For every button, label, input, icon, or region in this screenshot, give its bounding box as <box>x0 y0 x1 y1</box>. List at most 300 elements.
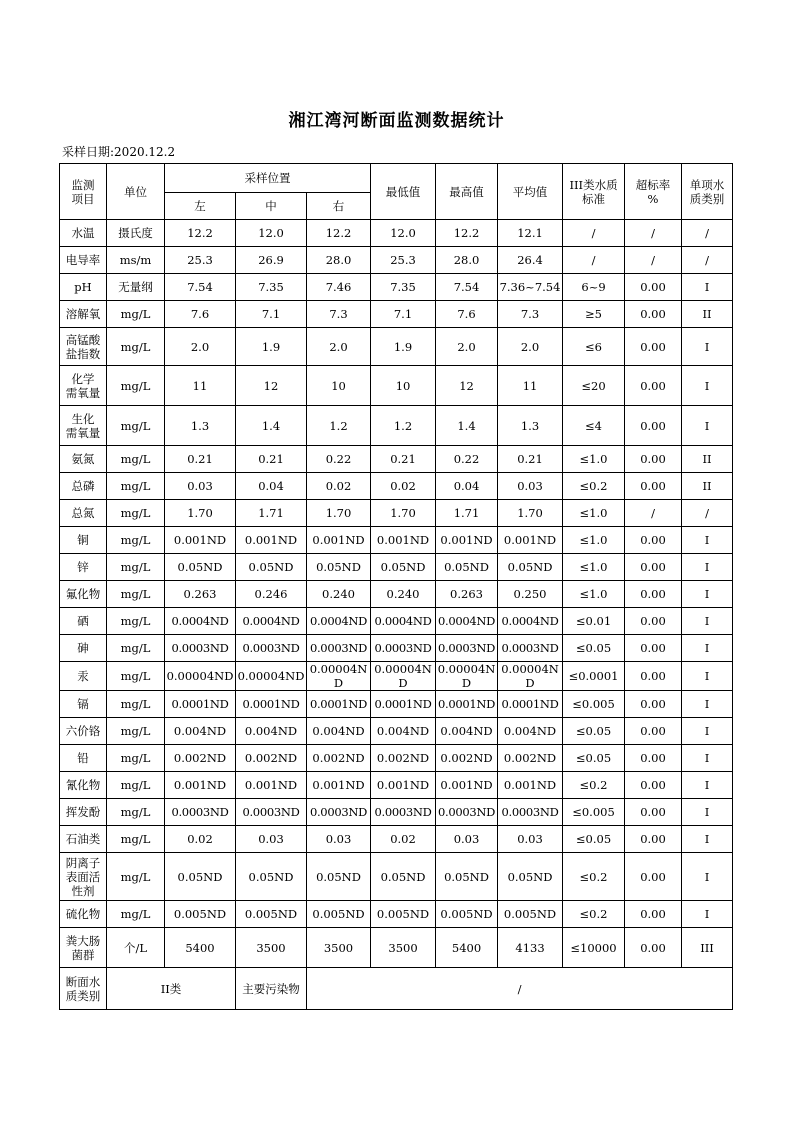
cell-item <box>60 446 107 473</box>
cell-item <box>60 928 107 968</box>
table-row <box>60 901 733 928</box>
header-exceed-rate: 超标率 % <box>625 164 682 220</box>
cell-left: 1.70 <box>165 500 236 527</box>
table-row <box>60 446 733 473</box>
cell-left: 0.00004ND <box>165 662 236 691</box>
cell-unit: mg/L <box>107 608 165 635</box>
item-label: 水温 <box>71 226 95 240</box>
section-water-class: II类 <box>107 968 236 1010</box>
cell-item <box>60 247 107 274</box>
cell-max: 7.54 <box>436 274 498 301</box>
cell-standard: ≤10000 <box>563 928 625 968</box>
header-min: 最低值 <box>371 164 436 220</box>
cell-middle: 0.05ND <box>236 853 307 901</box>
cell-left: 2.0 <box>165 328 236 366</box>
cell-min: 1.9 <box>371 328 436 366</box>
cell-left: 0.05ND <box>165 554 236 581</box>
cell-standard: 6~9 <box>563 274 625 301</box>
table-row <box>60 691 733 718</box>
cell-avg: 0.001ND <box>498 772 563 799</box>
cell-min: 0.05ND <box>371 853 436 901</box>
cell-class: I <box>682 274 733 301</box>
cell-item <box>60 406 107 446</box>
cell-middle: 0.246 <box>236 581 307 608</box>
cell-class: I <box>682 799 733 826</box>
cell-max: 1.4 <box>436 406 498 446</box>
item-label: 化学 需氧量 <box>65 371 101 400</box>
cell-avg: 0.0001ND <box>498 691 563 718</box>
cell-min: 0.02 <box>371 826 436 853</box>
cell-right: 0.22 <box>307 446 371 473</box>
cell-left: 5400 <box>165 928 236 968</box>
cell-class: I <box>682 745 733 772</box>
cell-unit: mg/L <box>107 718 165 745</box>
cell-item <box>60 527 107 554</box>
cell-standard: ≥5 <box>563 301 625 328</box>
cell-max: 1.71 <box>436 500 498 527</box>
cell-standard: ≤0.2 <box>563 772 625 799</box>
item-label: 溶解氧 <box>65 307 101 321</box>
main-pollutant-label: 主要污染物 <box>236 968 307 1010</box>
cell-standard: ≤20 <box>563 366 625 406</box>
cell-exceed: 0.00 <box>625 772 682 799</box>
cell-item <box>60 826 107 853</box>
item-label: 高锰酸 盐指数 <box>65 332 101 361</box>
cell-class: I <box>682 691 733 718</box>
item-label: 总氮 <box>71 506 95 520</box>
item-label: 氨氮 <box>71 452 95 466</box>
header-class: 单项水 质类别 <box>682 164 733 220</box>
item-label: 氰化物 <box>65 778 101 792</box>
footer-label <box>60 968 107 1010</box>
cell-unit: 摄氏度 <box>107 220 165 247</box>
cell-left: 11 <box>165 366 236 406</box>
cell-class: I <box>682 853 733 901</box>
cell-left: 0.21 <box>165 446 236 473</box>
cell-exceed: 0.00 <box>625 745 682 772</box>
cell-right: 0.0001ND <box>307 691 371 718</box>
cell-class: II <box>682 473 733 500</box>
cell-right: 7.46 <box>307 274 371 301</box>
cell-exceed: 0.00 <box>625 473 682 500</box>
cell-item <box>60 718 107 745</box>
cell-standard: ≤1.0 <box>563 554 625 581</box>
cell-item <box>60 635 107 662</box>
cell-exceed: 0.00 <box>625 901 682 928</box>
cell-left: 0.001ND <box>165 772 236 799</box>
cell-avg: 0.05ND <box>498 554 563 581</box>
cell-avg: 7.3 <box>498 301 563 328</box>
cell-exceed: 0.00 <box>625 581 682 608</box>
cell-exceed: 0.00 <box>625 662 682 691</box>
cell-item <box>60 772 107 799</box>
cell-right: 0.05ND <box>307 853 371 901</box>
cell-left: 0.05ND <box>165 853 236 901</box>
cell-standard: / <box>563 220 625 247</box>
cell-max: 0.00004ND <box>436 662 498 691</box>
cell-middle: 12.0 <box>236 220 307 247</box>
item-label: 硒 <box>77 614 89 628</box>
cell-item <box>60 901 107 928</box>
cell-min: 0.0003ND <box>371 635 436 662</box>
cell-exceed: 0.00 <box>625 527 682 554</box>
cell-right: 0.0003ND <box>307 799 371 826</box>
table-row <box>60 745 733 772</box>
cell-avg: 0.0004ND <box>498 608 563 635</box>
cell-exceed: 0.00 <box>625 406 682 446</box>
item-label: 铅 <box>77 751 89 765</box>
cell-middle: 0.004ND <box>236 718 307 745</box>
cell-middle: 7.1 <box>236 301 307 328</box>
cell-unit: mg/L <box>107 662 165 691</box>
cell-exceed: 0.00 <box>625 328 682 366</box>
cell-exceed: 0.00 <box>625 853 682 901</box>
cell-class: / <box>682 500 733 527</box>
cell-middle: 3500 <box>236 928 307 968</box>
cell-middle: 0.005ND <box>236 901 307 928</box>
cell-left: 0.02 <box>165 826 236 853</box>
cell-left: 12.2 <box>165 220 236 247</box>
cell-left: 0.0003ND <box>165 799 236 826</box>
cell-item <box>60 554 107 581</box>
cell-left: 0.004ND <box>165 718 236 745</box>
cell-max: 0.0003ND <box>436 799 498 826</box>
cell-avg: 0.250 <box>498 581 563 608</box>
cell-unit: mg/L <box>107 799 165 826</box>
cell-right: 0.0004ND <box>307 608 371 635</box>
cell-avg: 0.0003ND <box>498 799 563 826</box>
cell-avg: 0.005ND <box>498 901 563 928</box>
table-row <box>60 853 733 901</box>
table-row <box>60 799 733 826</box>
cell-standard: ≤0.2 <box>563 853 625 901</box>
cell-middle: 0.04 <box>236 473 307 500</box>
cell-middle: 1.9 <box>236 328 307 366</box>
cell-unit: mg/L <box>107 581 165 608</box>
cell-unit: mg/L <box>107 691 165 718</box>
cell-class: I <box>682 826 733 853</box>
cell-exceed: 0.00 <box>625 301 682 328</box>
item-label: 汞 <box>77 669 89 683</box>
cell-right: 0.001ND <box>307 772 371 799</box>
cell-class: I <box>682 662 733 691</box>
cell-avg: 0.001ND <box>498 527 563 554</box>
cell-left: 0.263 <box>165 581 236 608</box>
cell-middle: 26.9 <box>236 247 307 274</box>
cell-min: 0.02 <box>371 473 436 500</box>
header-location: 采样位置 <box>165 164 371 193</box>
cell-item <box>60 581 107 608</box>
cell-min: 0.05ND <box>371 554 436 581</box>
cell-item <box>60 500 107 527</box>
item-label: 砷 <box>77 641 89 655</box>
cell-right: 0.05ND <box>307 554 371 581</box>
cell-min: 10 <box>371 366 436 406</box>
cell-left: 0.005ND <box>165 901 236 928</box>
cell-exceed: 0.00 <box>625 691 682 718</box>
cell-unit: mg/L <box>107 366 165 406</box>
item-label: 石油类 <box>65 832 101 846</box>
cell-exceed: 0.00 <box>625 718 682 745</box>
cell-max: 5400 <box>436 928 498 968</box>
cell-max: 0.0004ND <box>436 608 498 635</box>
item-label: 阴离子 表面活 性剂 <box>65 855 101 898</box>
cell-unit: mg/L <box>107 328 165 366</box>
cell-standard: ≤1.0 <box>563 527 625 554</box>
cell-max: 0.001ND <box>436 527 498 554</box>
cell-unit: 无量纲 <box>107 274 165 301</box>
cell-left: 0.0003ND <box>165 635 236 662</box>
main-pollutant-value: / <box>307 968 733 1010</box>
cell-left: 7.6 <box>165 301 236 328</box>
header-avg: 平均值 <box>498 164 563 220</box>
cell-right: 12.2 <box>307 220 371 247</box>
cell-class: I <box>682 406 733 446</box>
cell-middle: 1.71 <box>236 500 307 527</box>
cell-class: I <box>682 366 733 406</box>
cell-right: 0.03 <box>307 826 371 853</box>
cell-min: 7.1 <box>371 301 436 328</box>
cell-right: 0.240 <box>307 581 371 608</box>
header-unit: 单位 <box>107 164 165 220</box>
cell-unit: mg/L <box>107 500 165 527</box>
cell-middle: 0.03 <box>236 826 307 853</box>
cell-standard: ≤0.05 <box>563 826 625 853</box>
cell-standard: ≤0.05 <box>563 718 625 745</box>
cell-right: 0.005ND <box>307 901 371 928</box>
cell-avg: 0.004ND <box>498 718 563 745</box>
table-row <box>60 527 733 554</box>
cell-class: II <box>682 301 733 328</box>
cell-right: 7.3 <box>307 301 371 328</box>
item-label: 六价铬 <box>65 724 101 738</box>
table-row <box>60 554 733 581</box>
table-row <box>60 301 733 328</box>
cell-avg: 12.1 <box>498 220 563 247</box>
cell-unit: mg/L <box>107 473 165 500</box>
cell-exceed: / <box>625 247 682 274</box>
cell-avg: 1.70 <box>498 500 563 527</box>
cell-class: I <box>682 901 733 928</box>
cell-unit: mg/L <box>107 745 165 772</box>
cell-unit: mg/L <box>107 301 165 328</box>
cell-class: / <box>682 247 733 274</box>
cell-class: / <box>682 220 733 247</box>
cell-standard: ≤0.005 <box>563 799 625 826</box>
cell-avg: 4133 <box>498 928 563 968</box>
cell-standard: ≤1.0 <box>563 581 625 608</box>
cell-left: 0.001ND <box>165 527 236 554</box>
cell-exceed: / <box>625 220 682 247</box>
cell-middle: 0.00004ND <box>236 662 307 691</box>
table-row <box>60 608 733 635</box>
cell-min: 12.0 <box>371 220 436 247</box>
cell-avg: 0.05ND <box>498 853 563 901</box>
table-row <box>60 473 733 500</box>
cell-min: 0.0004ND <box>371 608 436 635</box>
cell-middle: 0.001ND <box>236 772 307 799</box>
item-label: 粪大肠 菌群 <box>65 933 101 962</box>
cell-right: 1.2 <box>307 406 371 446</box>
cell-item <box>60 853 107 901</box>
item-label: 锌 <box>77 560 89 574</box>
table-row <box>60 581 733 608</box>
cell-standard: ≤0.2 <box>563 901 625 928</box>
table-row <box>60 826 733 853</box>
cell-max: 12.2 <box>436 220 498 247</box>
cell-max: 0.22 <box>436 446 498 473</box>
cell-avg: 2.0 <box>498 328 563 366</box>
cell-right: 28.0 <box>307 247 371 274</box>
cell-unit: mg/L <box>107 901 165 928</box>
cell-middle: 0.0003ND <box>236 635 307 662</box>
cell-unit: ms/m <box>107 247 165 274</box>
cell-class: I <box>682 554 733 581</box>
cell-avg: 26.4 <box>498 247 563 274</box>
cell-avg: 0.00004ND <box>498 662 563 691</box>
cell-left: 0.0001ND <box>165 691 236 718</box>
table-row <box>60 500 733 527</box>
cell-standard: ≤0.05 <box>563 635 625 662</box>
item-label: 生化 需氧量 <box>65 411 101 440</box>
cell-standard: ≤0.05 <box>563 745 625 772</box>
cell-middle: 1.4 <box>236 406 307 446</box>
cell-class: I <box>682 527 733 554</box>
cell-right: 0.001ND <box>307 527 371 554</box>
cell-max: 0.005ND <box>436 901 498 928</box>
cell-unit: mg/L <box>107 826 165 853</box>
cell-min: 0.002ND <box>371 745 436 772</box>
sampling-date: 采样日期:2020.12.2 <box>62 145 176 159</box>
table-row <box>60 328 733 366</box>
table-row <box>60 635 733 662</box>
cell-avg: 0.03 <box>498 826 563 853</box>
cell-min: 0.001ND <box>371 772 436 799</box>
cell-exceed: 0.00 <box>625 928 682 968</box>
cell-exceed: 0.00 <box>625 274 682 301</box>
cell-min: 1.70 <box>371 500 436 527</box>
cell-standard: ≤0.0001 <box>563 662 625 691</box>
cell-unit: 个/L <box>107 928 165 968</box>
cell-max: 0.0003ND <box>436 635 498 662</box>
cell-class: I <box>682 772 733 799</box>
header-left: 左 <box>165 193 236 220</box>
table-row <box>60 366 733 406</box>
cell-avg: 0.0003ND <box>498 635 563 662</box>
cell-class: I <box>682 581 733 608</box>
table-row <box>60 220 733 247</box>
item-label: 氟化物 <box>65 587 101 601</box>
item-label: 总磷 <box>71 479 95 493</box>
cell-unit: mg/L <box>107 635 165 662</box>
cell-left: 0.03 <box>165 473 236 500</box>
cell-right: 0.002ND <box>307 745 371 772</box>
cell-max: 0.03 <box>436 826 498 853</box>
cell-middle: 0.0004ND <box>236 608 307 635</box>
cell-min: 0.0003ND <box>371 799 436 826</box>
cell-exceed: 0.00 <box>625 554 682 581</box>
cell-min: 0.001ND <box>371 527 436 554</box>
table-row <box>60 718 733 745</box>
cell-avg: 0.002ND <box>498 745 563 772</box>
table-row <box>60 662 733 691</box>
item-label: 电导率 <box>65 253 101 267</box>
cell-min: 0.240 <box>371 581 436 608</box>
cell-max: 0.001ND <box>436 772 498 799</box>
cell-min: 25.3 <box>371 247 436 274</box>
cell-item <box>60 691 107 718</box>
cell-class: II <box>682 446 733 473</box>
cell-exceed: / <box>625 500 682 527</box>
cell-item <box>60 366 107 406</box>
cell-max: 7.6 <box>436 301 498 328</box>
cell-exceed: 0.00 <box>625 446 682 473</box>
cell-right: 3500 <box>307 928 371 968</box>
cell-unit: mg/L <box>107 527 165 554</box>
cell-exceed: 0.00 <box>625 635 682 662</box>
table-row <box>60 274 733 301</box>
cell-middle: 7.35 <box>236 274 307 301</box>
table-row <box>60 772 733 799</box>
cell-standard: ≤6 <box>563 328 625 366</box>
cell-unit: mg/L <box>107 853 165 901</box>
cell-right: 1.70 <box>307 500 371 527</box>
cell-item <box>60 274 107 301</box>
cell-middle: 0.002ND <box>236 745 307 772</box>
cell-max: 0.0001ND <box>436 691 498 718</box>
cell-left: 7.54 <box>165 274 236 301</box>
cell-max: 0.04 <box>436 473 498 500</box>
document-title: 湘江湾河断面监测数据统计 <box>288 111 505 131</box>
cell-left: 0.002ND <box>165 745 236 772</box>
cell-unit: mg/L <box>107 406 165 446</box>
cell-exceed: 0.00 <box>625 799 682 826</box>
cell-standard: / <box>563 247 625 274</box>
cell-avg: 1.3 <box>498 406 563 446</box>
cell-min: 3500 <box>371 928 436 968</box>
cell-max: 0.002ND <box>436 745 498 772</box>
cell-right: 0.004ND <box>307 718 371 745</box>
cell-max: 0.004ND <box>436 718 498 745</box>
cell-middle: 0.0003ND <box>236 799 307 826</box>
cell-min: 0.0001ND <box>371 691 436 718</box>
cell-exceed: 0.00 <box>625 826 682 853</box>
cell-class: I <box>682 635 733 662</box>
cell-right: 0.02 <box>307 473 371 500</box>
cell-standard: ≤0.01 <box>563 608 625 635</box>
footer-label-text: 断面水 质类别 <box>65 974 101 1003</box>
cell-item <box>60 220 107 247</box>
cell-max: 0.05ND <box>436 853 498 901</box>
cell-exceed: 0.00 <box>625 366 682 406</box>
cell-class: III <box>682 928 733 968</box>
cell-min: 0.004ND <box>371 718 436 745</box>
table-row <box>60 928 733 968</box>
cell-item <box>60 473 107 500</box>
cell-standard: ≤0.2 <box>563 473 625 500</box>
cell-avg: 0.21 <box>498 446 563 473</box>
header-max: 最高值 <box>436 164 498 220</box>
cell-standard: ≤1.0 <box>563 446 625 473</box>
cell-min: 1.2 <box>371 406 436 446</box>
cell-avg: 7.36~7.54 <box>498 274 563 301</box>
item-label: 硫化物 <box>65 907 101 921</box>
cell-max: 0.05ND <box>436 554 498 581</box>
table-row <box>60 406 733 446</box>
cell-unit: mg/L <box>107 554 165 581</box>
cell-right: 0.00004ND <box>307 662 371 691</box>
cell-right: 0.0003ND <box>307 635 371 662</box>
